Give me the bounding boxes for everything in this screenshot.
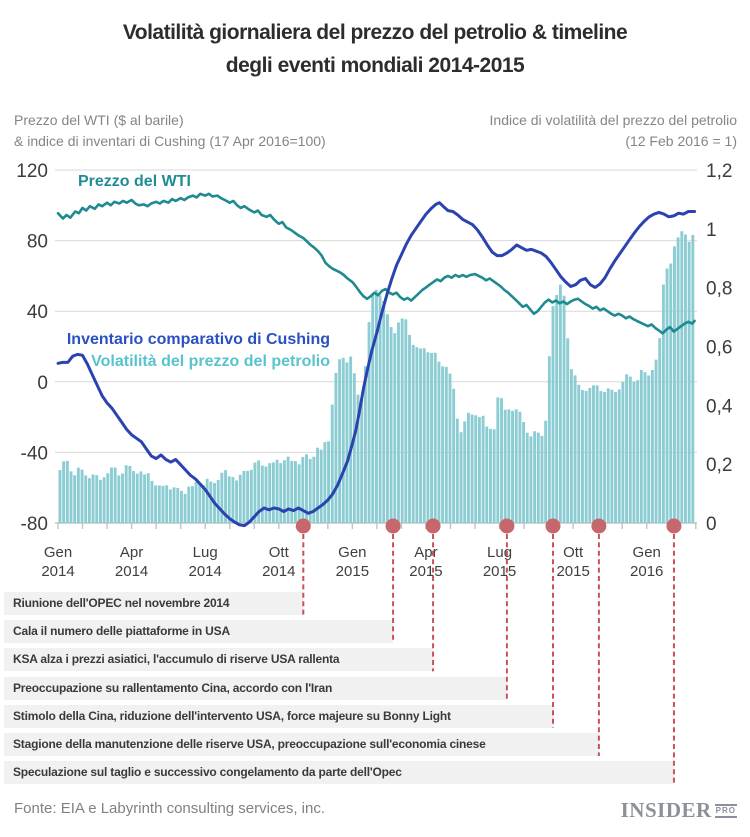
event-row-label: Stimolo della Cina, riduzione dell'intervento USA, force majeure su Bonny Light	[13, 708, 451, 723]
right-axis-tick-label: 0,6	[706, 337, 733, 359]
left-axis-tick-label: -40	[20, 443, 48, 465]
x-axis-month-label: Gen	[632, 544, 661, 561]
event-row-label: Cala il numero delle piattaforme in USA	[13, 624, 230, 639]
insider-pro-logo	[621, 798, 737, 823]
event-row	[4, 705, 553, 728]
x-axis-year-label: 2015	[409, 563, 443, 580]
x-axis-year-label: 2015	[482, 563, 517, 580]
event-row	[4, 733, 599, 756]
left-axis-tick-label: 0	[37, 372, 48, 394]
x-axis-year-label: 2015	[556, 563, 590, 580]
left-axis-tick-label: -80	[20, 514, 48, 535]
x-axis-year-label: 2015	[335, 563, 370, 580]
left-axis-caption-line-2: & indice di inventari di Cushing (17 Apr 2016=100)	[14, 133, 326, 149]
event-row-label: Speculazione sul taglio e successivo congelamento da parte dell'Opec	[13, 765, 402, 780]
right-axis-tick-label: 1,2	[706, 161, 733, 182]
title-line-1: Volatilità giornaliera del prezzo del petrolio & timeline	[122, 21, 628, 44]
event-row-label: KSA alza i prezzi asiatici, l'accumulo di riserve USA rallenta	[13, 652, 340, 667]
right-axis-tick-label: 0,2	[706, 455, 733, 477]
x-axis-month-label: Lug	[487, 544, 513, 561]
right-axis-caption-line-1: Indice di volatilità del prezzo del petrolio	[489, 112, 737, 128]
legend-wti: Prezzo del WTI	[78, 173, 191, 190]
x-axis-month-label: Apr	[119, 544, 144, 561]
x-axis-month-label: Ott	[268, 544, 289, 561]
legend-cushing: Inventario comparativo di Cushing	[66, 331, 330, 348]
event-row	[4, 677, 507, 700]
x-axis-year-label: 2016	[630, 563, 664, 580]
left-axis-tick-label: 120	[16, 161, 48, 182]
x-axis-month-label: Lug	[192, 544, 218, 561]
right-axis-caption-line-2: (12 Feb 2016 = 1)	[625, 133, 737, 149]
event-row	[4, 648, 433, 671]
event-row	[4, 620, 393, 643]
x-axis-month-label: Ott	[563, 544, 584, 561]
event-row-label: Riunione dell'OPEC nel novembre 2014	[13, 596, 230, 610]
left-axis-tick-label: 80	[26, 231, 48, 253]
x-axis-month-label: Gen	[43, 544, 73, 561]
right-axis-tick-label: 1	[706, 219, 717, 241]
event-row	[4, 761, 674, 784]
right-axis-tick-label: 0,4	[706, 396, 733, 418]
source-note: Fonte: EIA e Labyrinth consulting services, inc.	[14, 800, 325, 817]
right-axis-tick-label: 0,8	[706, 278, 733, 300]
left-axis-tick-label: 40	[26, 302, 48, 324]
title-line-2: degli eventi mondiali 2014-2015	[225, 54, 525, 77]
event-row-label: Stagione della manutenzione delle riserve USA, preoccupazione sull'economia cinese	[13, 737, 486, 751]
right-axis-tick-label: 0	[706, 514, 717, 535]
event-row-label: Preoccupazione su rallentamento Cina, accordo con l'Iran	[13, 680, 333, 695]
event-row	[4, 592, 303, 615]
x-axis-month-label: Apr	[414, 544, 438, 561]
x-axis-year-label: 2014	[114, 563, 149, 580]
x-axis-year-label: 2014	[188, 563, 222, 580]
legend-volatility: Volatilità del prezzo del petrolio	[91, 353, 330, 370]
left-axis-caption-line-1: Prezzo del WTI ($ al barile)	[14, 112, 184, 128]
logo-pro-badge: PRO	[715, 804, 737, 818]
x-axis-month-label: Gen	[338, 544, 367, 561]
x-axis-year-label: 2014	[262, 563, 296, 580]
logo-insider-text: INSIDER	[620, 798, 712, 822]
x-axis-year-label: 2014	[41, 563, 75, 580]
